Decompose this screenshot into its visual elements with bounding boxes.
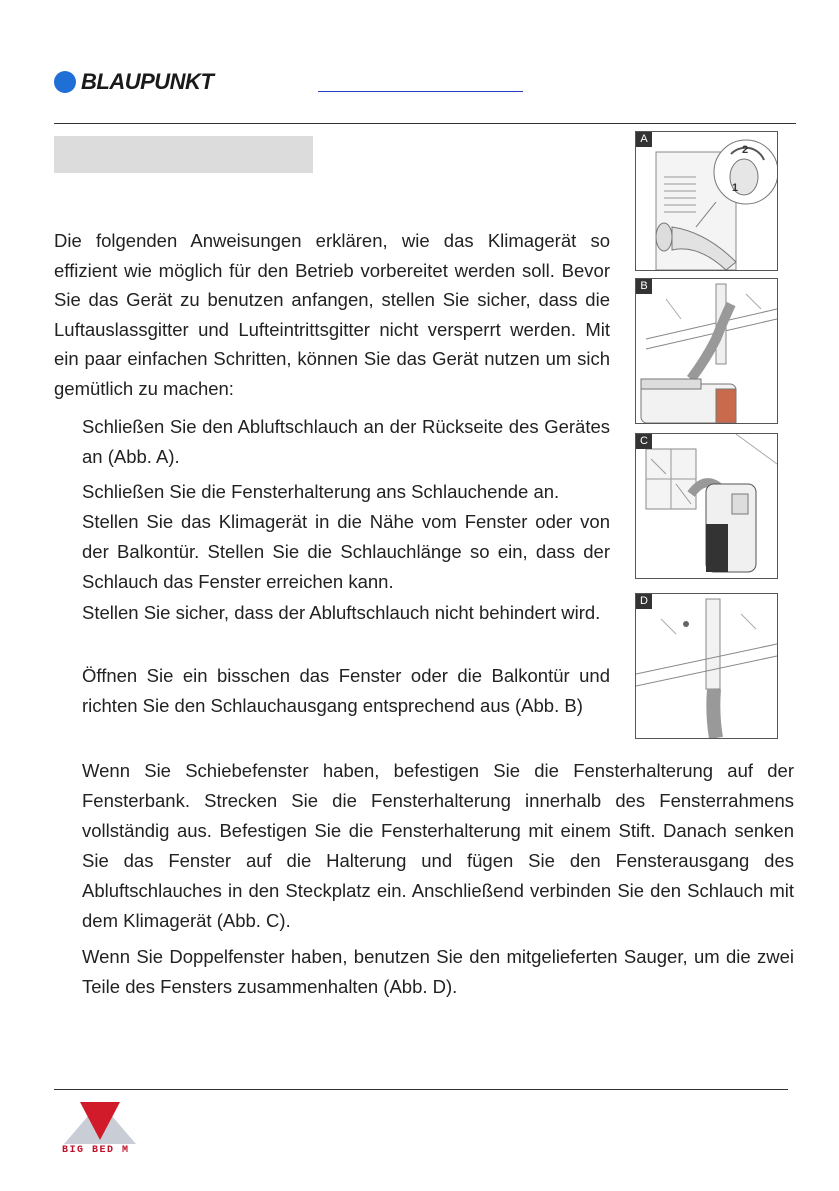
footer-divider (54, 1089, 788, 1090)
figure-a-callout-2: 2 (742, 144, 749, 156)
figure-c (635, 433, 778, 579)
step-3: Stellen Sie das Klimagerät in die Nähe vom Fenster oder von der Balkontür. Stellen Sie die Schlauchlänge so ein, dass der Schlauch das Fenster erreichen kann. (82, 511, 610, 592)
brand-logo (54, 68, 213, 96)
step-6: Wenn Sie Schiebefenster haben, befestigen Sie die Fensterhalterung auf der Fensterbank. Strecken Sie die Fensterhalterung innerhalb des Fensterrahmens vollständig aus. Befestigen Sie die Fensterhalterung mit einem Stift. Danach senken Sie das Fenster auf die Halterung und fügen Sie den Fensterausgang des Abluftschlauches in den Steckplatz ein. Anschließend verbinden Sie den Schlauch mit dem Klimagerät (Abb. C). (82, 760, 794, 931)
step-5: Öffnen Sie ein bisschen das Fenster oder die Balkontür und richten Sie den Schlauchausgang entsprechend aus (Abb. B) (82, 665, 610, 716)
figure-d (635, 593, 778, 739)
header-link-underline (318, 91, 523, 92)
step-2: Schließen Sie die Fensterhalterung ans Schlauchende an. (82, 481, 560, 502)
brand-name: BLAUPUNKT (81, 69, 214, 94)
figure-d-label: D (636, 594, 652, 609)
section-heading-box (54, 136, 313, 173)
step-7: Wenn Sie Doppelfenster haben, benutzen Sie den mitgelieferten Sauger, um die zwei Teile des Fensters zusammenhalten (Abb. D). (82, 946, 794, 997)
figure-c-illustration (636, 434, 777, 578)
figure-a-illustration (636, 132, 777, 270)
intro-paragraph: Die folgenden Anweisungen erklären, wie das Klimagerät so effizient wie möglich für den Betrieb vorbereitet werden soll. Bevor Sie das Gerät zu benutzen anfangen, stellen Sie sicher, dass die Luftauslassgitter und Lufteintrittsgitter nicht versperrt werden. Mit ein paar einfachen Schritten, können Sie das Gerät nutzen um sich gemütlich zu machen: (54, 230, 610, 399)
step-1: Schließen Sie den Abluftschlauch an der Rückseite des Gerätes an (Abb. A). (82, 416, 610, 467)
step-4: Stellen Sie sicher, dass der Abluftschlauch nicht behindert wird. (82, 602, 601, 623)
figure-a-callout-1: 1 (732, 182, 739, 194)
figure-d-illustration (636, 594, 777, 738)
figure-a (635, 131, 778, 271)
figure-b-label: B (636, 279, 652, 294)
footer-logo-text: BIG BED M (62, 1145, 130, 1156)
figure-b-illustration (636, 279, 777, 423)
figure-a-label: A (636, 132, 652, 147)
brand-dot-icon (54, 71, 76, 93)
header-divider (54, 123, 796, 124)
figure-c-label: C (636, 434, 652, 449)
figure-b (635, 278, 778, 424)
